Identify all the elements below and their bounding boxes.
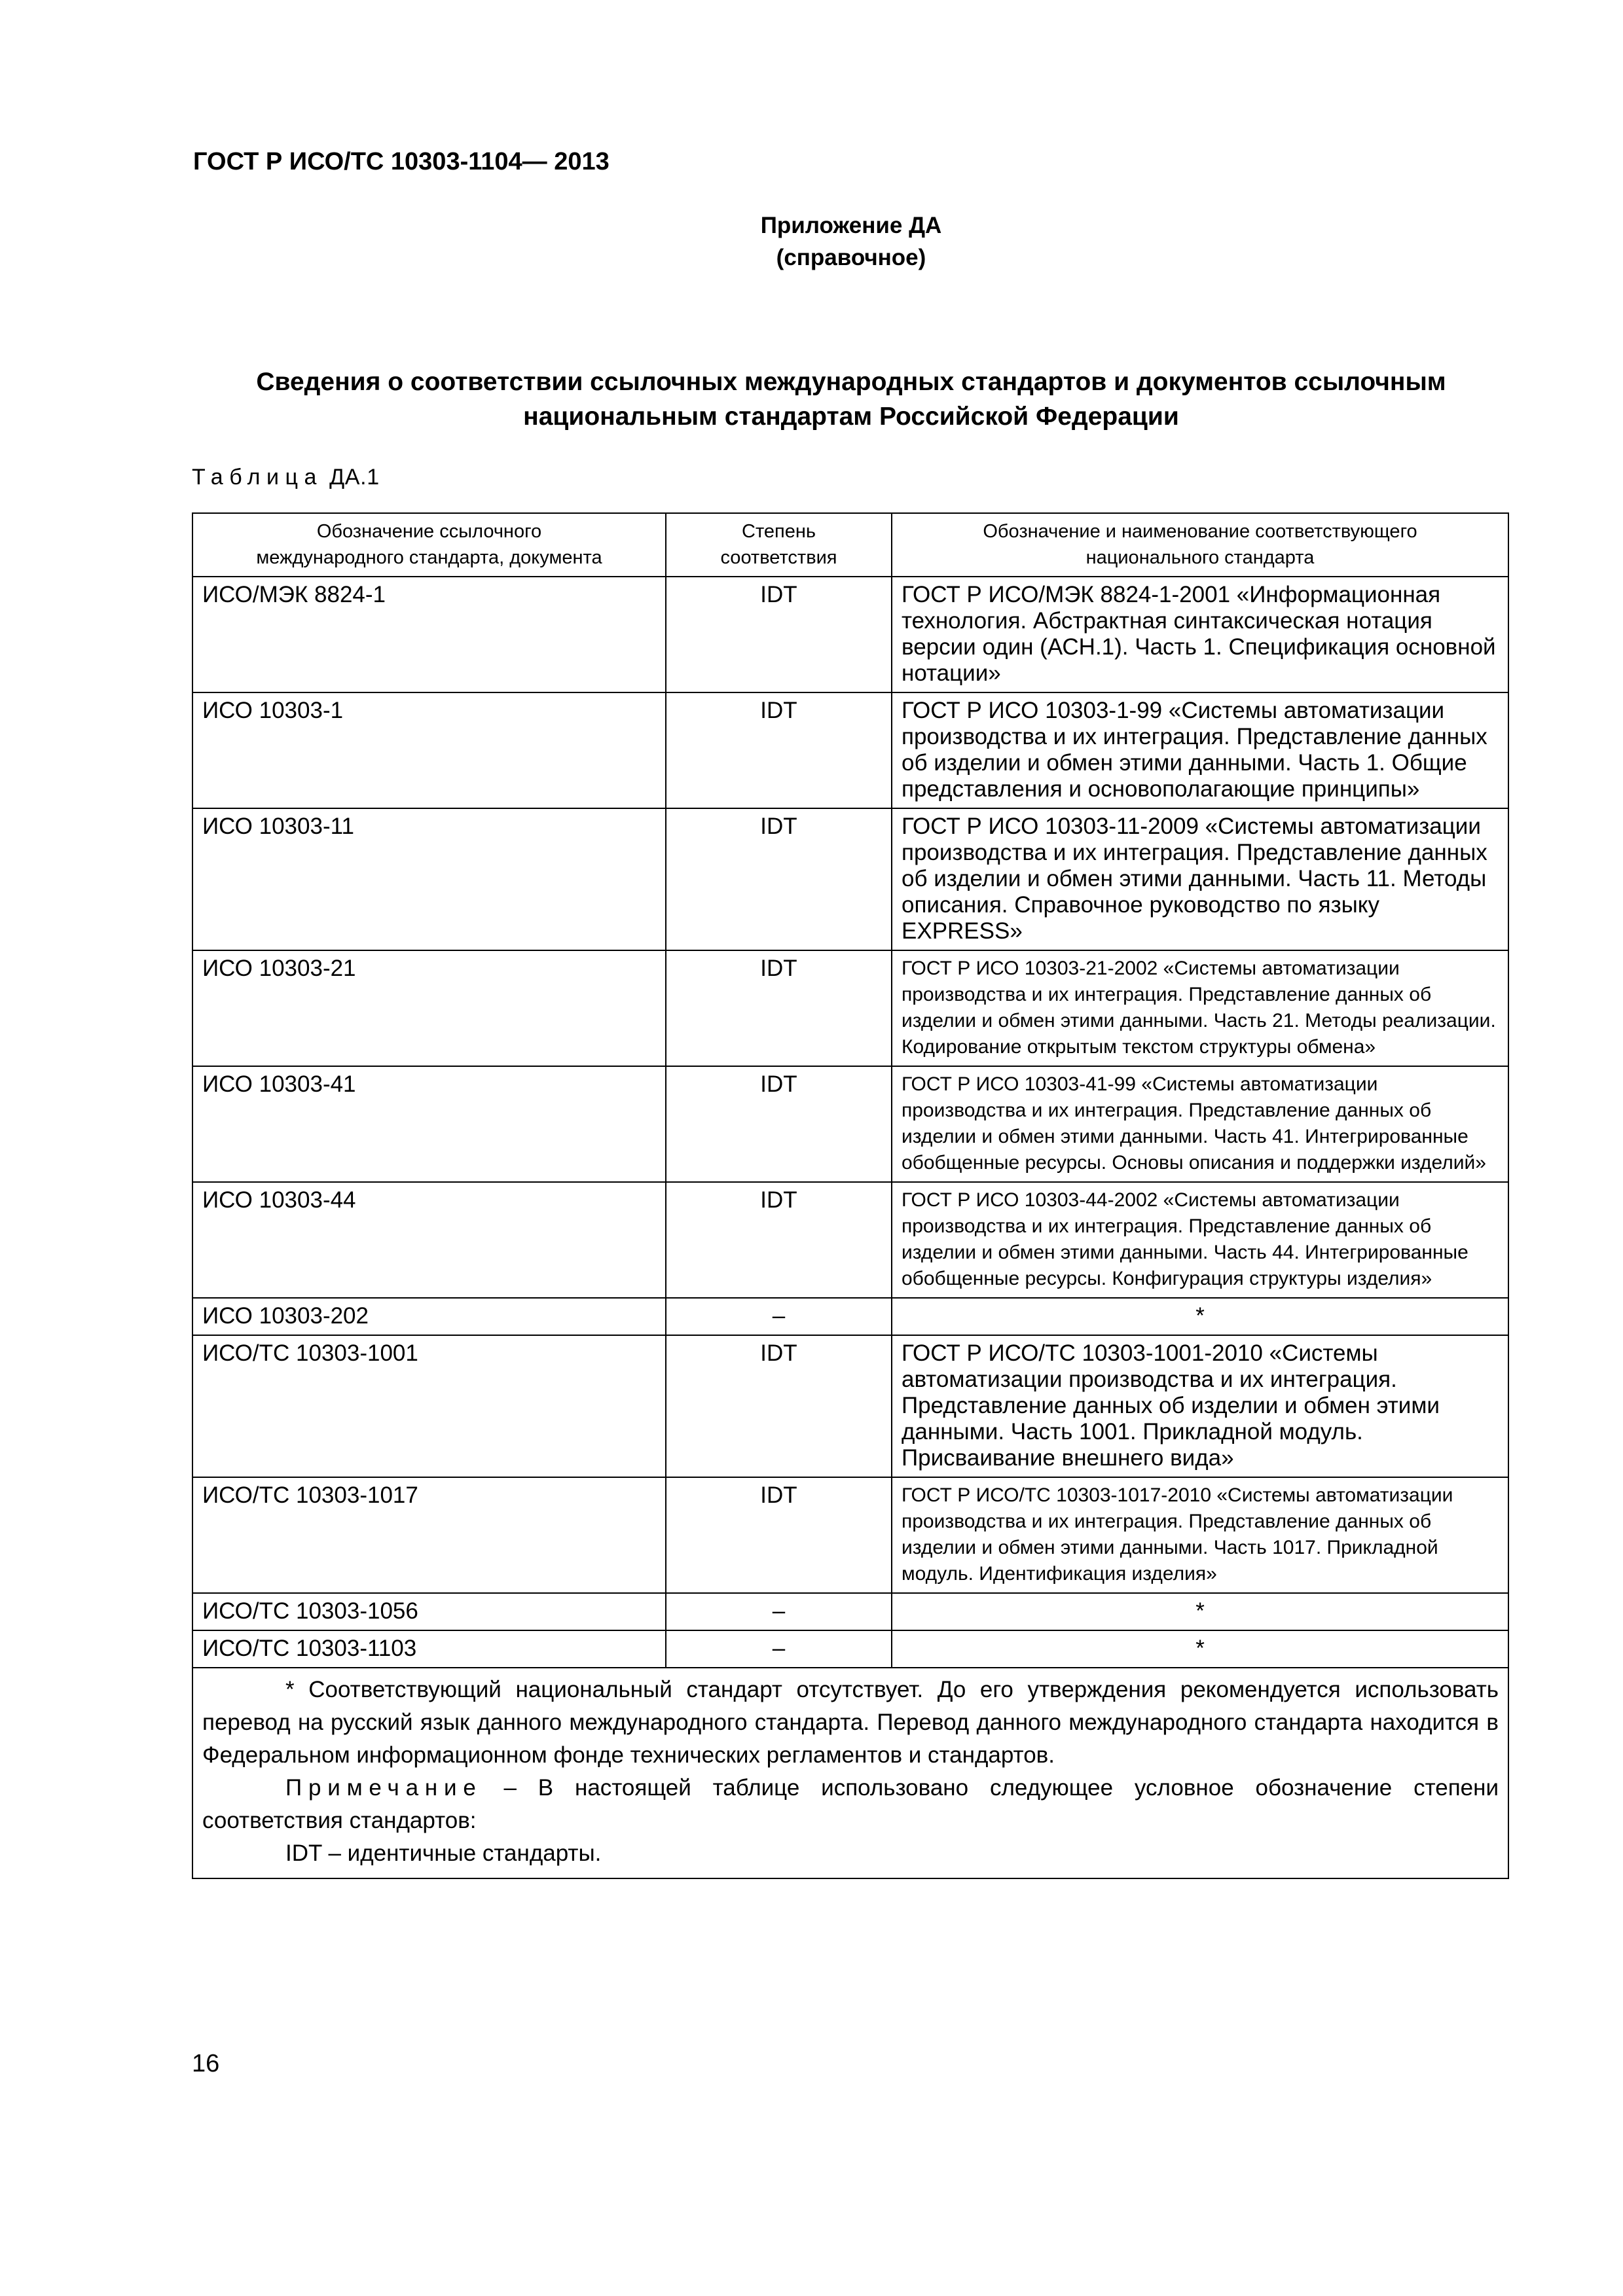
reference-standard-cell: ИСО 10303-44: [192, 1182, 666, 1298]
header-national-standard: [892, 513, 1508, 577]
table-notes: [192, 1668, 1508, 1878]
table-row: [192, 1335, 1508, 1477]
degree-cell: –: [666, 1298, 892, 1335]
table-row: [192, 1182, 1508, 1298]
degree-cell: IDT: [666, 1182, 892, 1298]
national-standard-cell: *: [892, 1630, 1508, 1668]
section-title-line-2: национальным стандартам Российской Федерации: [523, 403, 1179, 431]
annex-kind: (справочное): [776, 245, 926, 270]
table-header-row: [192, 513, 1508, 577]
idt-legend: IDT – идентичные стандарты.: [285, 1840, 602, 1866]
table-row: [192, 692, 1508, 808]
document-code: ГОСТ Р ИСО/ТС 10303-1104— 2013: [193, 148, 610, 175]
reference-standard-cell: ИСО 10303-202: [192, 1298, 666, 1335]
header-degree: [666, 513, 892, 577]
degree-cell: IDT: [666, 808, 892, 950]
table-row: [192, 1477, 1508, 1593]
degree-cell: IDT: [666, 692, 892, 808]
header-degree-line-1: Степень: [742, 521, 816, 542]
table-caption: [192, 465, 380, 490]
footnote-absent-standard: * Соответствующий национальный стандарт отсутствует. До его утверждения рекомендуется использовать перевод на русский язык данного международного стандарта. Перевод данного международного стандарта находится в Федеральном информационном фонде технических регламентов и стандартов.: [202, 1677, 1499, 1768]
national-standard-cell: ГОСТ Р ИСО 10303-41-99 «Системы автоматизации производства и их интеграция. Представление данных об изделии и обмен этими данными. Часть 41. Интегрированные обобщенные ресурсы. Основы описания и поддержки изделий»: [892, 1066, 1508, 1182]
table-caption-word: Таблица: [192, 465, 323, 490]
header-national-standard-line-1: Обозначение и наименование соответствующего: [983, 521, 1417, 542]
note-paragraph: [202, 1772, 1499, 1837]
section-title-line-1: Сведения о соответствии ссылочных международных стандартов и документов ссылочным: [256, 368, 1446, 396]
table-notes-row: [192, 1668, 1508, 1878]
section-title: [164, 365, 1539, 434]
national-standard-cell: ГОСТ Р ИСО 10303-21-2002 «Системы автоматизации производства и их интеграция. Представление данных об изделии и обмен этими данными. Часть 21. Методы реализации. Кодирование открытым текстом структуры обмена»: [892, 950, 1508, 1066]
header-degree-line-2: соответствия: [720, 547, 837, 568]
national-standard-cell: *: [892, 1593, 1508, 1630]
degree-cell: –: [666, 1630, 892, 1668]
national-standard-cell: ГОСТ Р ИСО 10303-11-2009 «Системы автоматизации производства и их интеграция. Представление данных об изделии и обмен этими данными. Часть 11. Методы описания. Справочное руководство по языку EXPRESS»: [892, 808, 1508, 950]
reference-standard-cell: ИСО/ТС 10303-1103: [192, 1630, 666, 1668]
national-standard-cell: ГОСТ Р ИСО/ТС 10303-1017-2010 «Системы автоматизации производства и их интеграция. Представление данных об изделии и обмен этими данными. Часть 1017. Прикладной модуль. Идентификация изделия»: [892, 1477, 1508, 1593]
reference-standard-cell: ИСО 10303-21: [192, 950, 666, 1066]
national-standard-cell: *: [892, 1298, 1508, 1335]
table-row: [192, 1298, 1508, 1335]
reference-standard-cell: ИСО/ТС 10303-1017: [192, 1477, 666, 1593]
degree-cell: IDT: [666, 1477, 892, 1593]
degree-cell: IDT: [666, 950, 892, 1066]
header-reference-standard-line-2: международного стандарта, документа: [256, 547, 602, 568]
reference-standard-cell: ИСО 10303-11: [192, 808, 666, 950]
degree-cell: IDT: [666, 1066, 892, 1182]
degree-cell: IDT: [666, 1335, 892, 1477]
correspondence-table: [192, 512, 1509, 1879]
table-row: [192, 808, 1508, 950]
table-row: [192, 577, 1508, 692]
reference-standard-cell: ИСО/МЭК 8824-1: [192, 577, 666, 692]
table-row: [192, 1630, 1508, 1668]
reference-standard-cell: ИСО 10303-1: [192, 692, 666, 808]
table-row: [192, 950, 1508, 1066]
page-number: 16: [192, 2050, 220, 2077]
reference-standard-cell: ИСО 10303-41: [192, 1066, 666, 1182]
note-text: – В настоящей таблице использовано следующее условное обозначение степени соответствия стандартов:: [202, 1775, 1499, 1833]
note-label: Примечание: [285, 1775, 483, 1801]
degree-cell: IDT: [666, 577, 892, 692]
reference-standard-cell: ИСО/ТС 10303-1056: [192, 1593, 666, 1630]
header-national-standard-line-2: национального стандарта: [1085, 547, 1315, 568]
table-caption-number: ДА.1: [329, 465, 380, 490]
reference-standard-cell: ИСО/ТС 10303-1001: [192, 1335, 666, 1477]
header-reference-standard: [192, 513, 666, 577]
header-reference-standard-line-1: Обозначение ссылочного: [316, 521, 542, 542]
national-standard-cell: ГОСТ Р ИСО/МЭК 8824-1-2001 «Информационная технология. Абстрактная синтаксическая нотация версии один (АСН.1). Часть 1. Спецификация основной нотации»: [892, 577, 1508, 692]
table-row: [192, 1593, 1508, 1630]
annex-title: Приложение ДА: [760, 213, 942, 238]
national-standard-cell: ГОСТ Р ИСО/ТС 10303-1001-2010 «Системы автоматизации производства и их интеграция. Представление данных об изделии и обмен этими данными. Часть 1001. Прикладной модуль. Присваивание внешнего вида»: [892, 1335, 1508, 1477]
national-standard-cell: ГОСТ Р ИСО 10303-1-99 «Системы автоматизации производства и их интеграция. Представление данных об изделии и обмен этими данными. Часть 1. Общие представления и основополагающие принципы»: [892, 692, 1508, 808]
table-row: [192, 1066, 1508, 1182]
national-standard-cell: ГОСТ Р ИСО 10303-44-2002 «Системы автоматизации производства и их интеграция. Представление данных об изделии и обмен этими данными. Часть 44. Интегрированные обобщенные ресурсы. Конфигурация структуры изделия»: [892, 1182, 1508, 1298]
degree-cell: –: [666, 1593, 892, 1630]
